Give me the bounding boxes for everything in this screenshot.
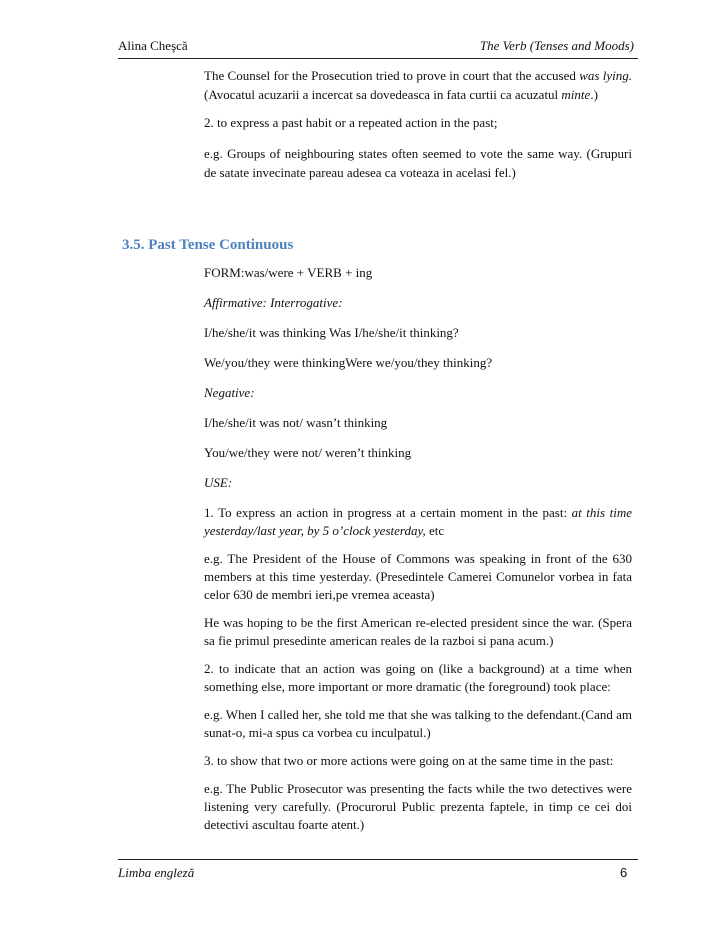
example-1: e.g. The President of the House of Commons was speaking in front of the 630 members at this time yesterday. (Presedintele Camerei Comunelor vorbea in fata celor 630 de membri ieri,pe vremea aceasta) [204,551,632,602]
negative-line-2: You/we/they were not/ weren’t thinking [204,445,412,460]
paragraph-counsel [204,66,632,104]
text-segment: .) [590,87,598,102]
italic-segment: minte [561,87,591,102]
text-segment: 1. To express an action in progress at a certain moment in the past: [204,505,572,520]
header-title: The Verb (Tenses and Moods) [479,38,634,53]
use-1 [204,504,632,540]
negative-line-1: I/he/she/it was not/ wasn’t thinking [204,415,388,430]
header-rule [118,58,638,59]
text-segment: etc [425,523,445,538]
conjugation-line-1: I/he/she/it was thinking Was I/he/she/it thinking? [204,325,459,340]
use-label: USE: [204,475,233,490]
example-2: He was hoping to be the first American re-elected president since the war. (Spera sa fie primul presedinte american reales de la razboi si pana acum.) [204,615,632,648]
affirmative-interrogative-label: Affirmative: Interrogative: [204,295,343,310]
footer-rule [118,859,638,860]
example-3: e.g. When I called her, she told me that she was talking to the defendant.(Cand am sunat-o, mi-a spus ca vorbea cu inculpatul.) [204,707,632,740]
footer-label: Limba engleză [118,865,195,880]
top-content [204,66,632,194]
conjugation-line-2: We/you/they were thinkingWere we/you/they thinking? [204,355,493,370]
use-2: 2. to indicate that an action was going on (like a background) at a time when something else, more important or more dramatic (the foreground) took place: [204,661,632,694]
text-segment: (Avocatul acuzarii a incercat sa dovedeasca in fata curtii ca acuzatul [204,87,562,102]
section-content [204,264,632,844]
section-title: 3.5. Past Tense Continuous [122,237,294,253]
header-author: Alina Cheşcă [118,38,188,53]
form-line: FORM:was/were + VERB + ing [204,265,373,280]
paragraph-example-groups: e.g. Groups of neighbouring states often seemed to vote the same way. (Grupuri de satate invecinate pareau adesea ca voteaza in acelasi fel.) [204,146,632,180]
use-3: 3. to show that two or more actions were going on at the same time in the past: [204,753,614,768]
paragraph-past-habit: 2. to express a past habit or a repeated action in the past; [204,115,498,130]
italic-segment: at this time yesterday/last year, by 5 o’clock yesterday, [204,505,632,538]
italic-segment: was lying. [579,68,632,83]
example-4: e.g. The Public Prosecutor was presenting the facts while the two detectives were listening very carefully. (Procurorul Public prezenta faptele, in timp ce cei doi detectivi ascultau foarte atent.) [204,781,632,832]
text-segment: The Counsel for the Prosecution tried to prove in court that the accused [204,68,580,83]
page-header [118,38,638,58]
negative-label: Negative: [204,385,255,400]
page-number: 6 [620,865,628,880]
